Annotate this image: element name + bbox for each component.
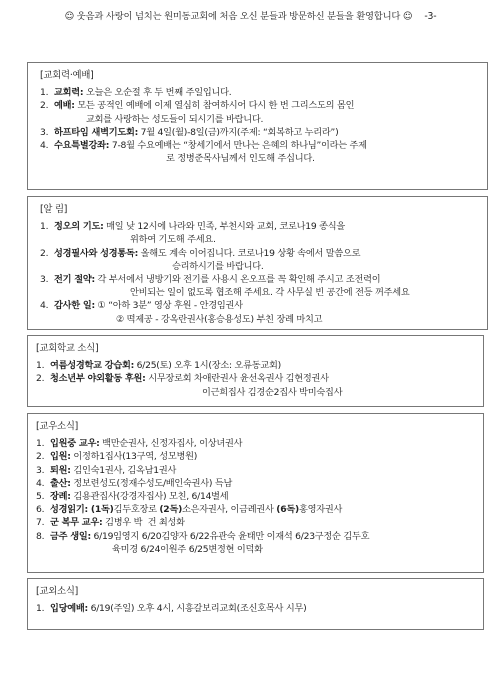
item-key: 입당예배:: [50, 603, 88, 615]
item-number: 1.: [36, 603, 45, 615]
item-text: 정보련성도(정재수성도/배인숙권사) 득남: [70, 477, 233, 489]
list-item: [36, 530, 483, 556]
item-text: 6/19(주일) 오후 4시, 시흥갈보리교회(조신호목사 시무): [87, 603, 307, 615]
church-schedule-section: [27, 62, 488, 190]
item-key: 장례:: [50, 491, 71, 503]
section-title: [교외소식]: [36, 586, 79, 597]
reading-count: (2독): [159, 504, 183, 516]
item-key: 입원:: [50, 451, 71, 463]
item-number: 4.: [40, 300, 49, 312]
list-item: [40, 126, 487, 139]
item-key: 수요특별강좌:: [54, 140, 110, 152]
item-number: 5.: [36, 491, 45, 503]
item-key: 예배:: [54, 100, 75, 112]
welcome-message: ☺ 웃음과 사랑이 넘치는 원미동교회에 처음 오신 분들과 방문하신 분들을 환영합니다 ☺: [64, 11, 413, 22]
item-text: 7-8월 수요예배는 “창세기에서 만나는 은혜의 하나님”이라는 주제: [109, 140, 367, 152]
section-title: [알 림]: [40, 204, 68, 215]
item-number: 3.: [40, 274, 49, 286]
item-key: 청소년부 야외활동 후원:: [50, 373, 146, 385]
item-continuation: 육미경 6/24이원주 6/25변정현 이덕화: [112, 543, 263, 555]
section-title: [교회력·예배]: [40, 70, 94, 81]
item-number: 4.: [36, 477, 45, 489]
item-key: 성경읽기:: [50, 504, 88, 516]
list-item: [36, 372, 483, 398]
list-item: [36, 477, 483, 490]
item-number: 8.: [36, 530, 45, 542]
item-key: 퇴원:: [50, 464, 71, 476]
list-item: [36, 437, 483, 450]
item-text: 김인숙1권사, 김옥남1권사: [70, 464, 177, 476]
item-text: 올해도 계속 이어집니다. 코로나19 상황 속에서 말씀으로: [138, 247, 361, 259]
item-text: ① “아하 3분” 영상 후원 - 안경임권사: [94, 300, 243, 312]
item-key: 전기 절약:: [54, 274, 95, 286]
reading-count: (1독): [87, 504, 114, 516]
item-number: 1.: [36, 438, 45, 450]
item-text: 매일 낮 12시에 나라와 민족, 부천시와 교회, 코로나19 종식을: [103, 221, 346, 233]
item-number: 6.: [36, 504, 45, 516]
item-key: 금주 생일:: [50, 530, 91, 542]
item-continuation: 교회를 사랑하는 성도들이 되시기를 바랍니다.: [86, 113, 264, 125]
outside-news-section: [27, 578, 484, 630]
item-continuation: 위하여 기도해 주세요.: [130, 234, 216, 246]
item-text: 모든 공적인 예배에 이제 열심히 참여하시어 다시 한 번 그리스도의 몸인: [74, 100, 355, 112]
item-text: 김용관집사(강경자집사) 모친, 6/14별세: [70, 491, 229, 503]
item-key: 성경필사와 성경통독:: [54, 247, 138, 259]
list-item: [40, 273, 487, 299]
list-item: [36, 516, 483, 529]
item-number: 2.: [36, 373, 45, 385]
list-item: [36, 450, 483, 463]
item-continuation: 안비되는 일이 없도록 협조해 주세요. 각 사무실 빈 공간에 전등 꺼주세요: [130, 287, 410, 299]
item-key: 하프타임 새벽기도회:: [54, 126, 138, 138]
list-item: [36, 602, 483, 615]
item-text: 시무장로회 차애란권사 윤선옥권사 김현정권사: [145, 373, 329, 385]
list-item: [40, 99, 487, 125]
item-key: 감사한 일:: [54, 300, 95, 312]
item-number: 1.: [36, 360, 45, 372]
list-item: [40, 247, 487, 273]
reader-names: 소은자권사, 이금례권사: [182, 504, 277, 516]
item-continuation: ② 떡제공 - 강옥란권사(홍승용성도) 부친 장례 마치고: [116, 313, 323, 325]
page-number: -3-: [424, 11, 437, 22]
item-number: 3.: [36, 464, 45, 476]
list-item: [40, 139, 487, 165]
reader-names: 김두호장로: [113, 504, 160, 516]
section-title: [교우소식]: [36, 421, 79, 432]
item-key: 입원중 교우:: [50, 438, 100, 450]
list-item: [40, 220, 487, 246]
item-number: 7.: [36, 517, 45, 529]
section-title: [교회학교 소식]: [36, 343, 99, 354]
item-text: 오늘은 오순절 후 두 번째 주일입니다.: [83, 87, 232, 99]
member-news-section: [27, 413, 484, 573]
item-text: 김병우 박 건 최성화: [102, 517, 185, 529]
item-text: 6/19임영지 6/20김양자 6/22유관숙 윤태만 이재석 6/23구정순 김두호: [90, 530, 370, 542]
list-item: [36, 503, 483, 516]
item-number: 2.: [36, 451, 45, 463]
item-key: 군 복무 교우:: [50, 517, 103, 529]
item-number: 1.: [40, 87, 49, 99]
item-number: 4.: [40, 140, 49, 152]
item-key: 여름성경학교 강습회:: [50, 360, 134, 372]
list-item: [36, 490, 483, 503]
item-text: 백만순권사, 신정자집사, 이상녀권사: [99, 438, 243, 450]
item-key: 출산:: [50, 477, 71, 489]
list-item: [36, 359, 483, 372]
item-text: 각 부서에서 냉방기와 전기를 사용시 온오프를 꼭 확인해 주시고 조전력이: [94, 274, 381, 286]
item-text: 7월 4일(월)-8일(금)까지(주제: “회복하고 누리라”): [138, 126, 339, 138]
church-school-section: [27, 335, 484, 407]
item-number: 2.: [40, 100, 49, 112]
page-header: [18, 8, 483, 22]
list-item: [40, 86, 487, 99]
item-number: 1.: [40, 221, 49, 233]
item-key: 교회력:: [54, 87, 84, 99]
item-continuation: 승리하시기를 바랍니다.: [172, 260, 264, 272]
item-continuation: 로 정병준목사님께서 인도해 주십니다.: [166, 153, 315, 165]
item-number: 3.: [40, 126, 49, 138]
list-item: [36, 464, 483, 477]
item-text: 이정하1집사(13구역, 성모병원): [70, 451, 198, 463]
item-continuation: 이근희집사 김경순2집사 박미숙집사: [202, 386, 343, 398]
item-text: 6/25(토) 오후 1시(장소: 오류동교회): [134, 360, 281, 372]
item-number: 2.: [40, 247, 49, 259]
reading-count: (6독): [276, 504, 299, 516]
item-key: 정오의 기도:: [54, 221, 104, 233]
list-item: [40, 299, 487, 325]
reader-names: 홍영자권사: [298, 504, 343, 516]
notices-section: [27, 196, 488, 330]
